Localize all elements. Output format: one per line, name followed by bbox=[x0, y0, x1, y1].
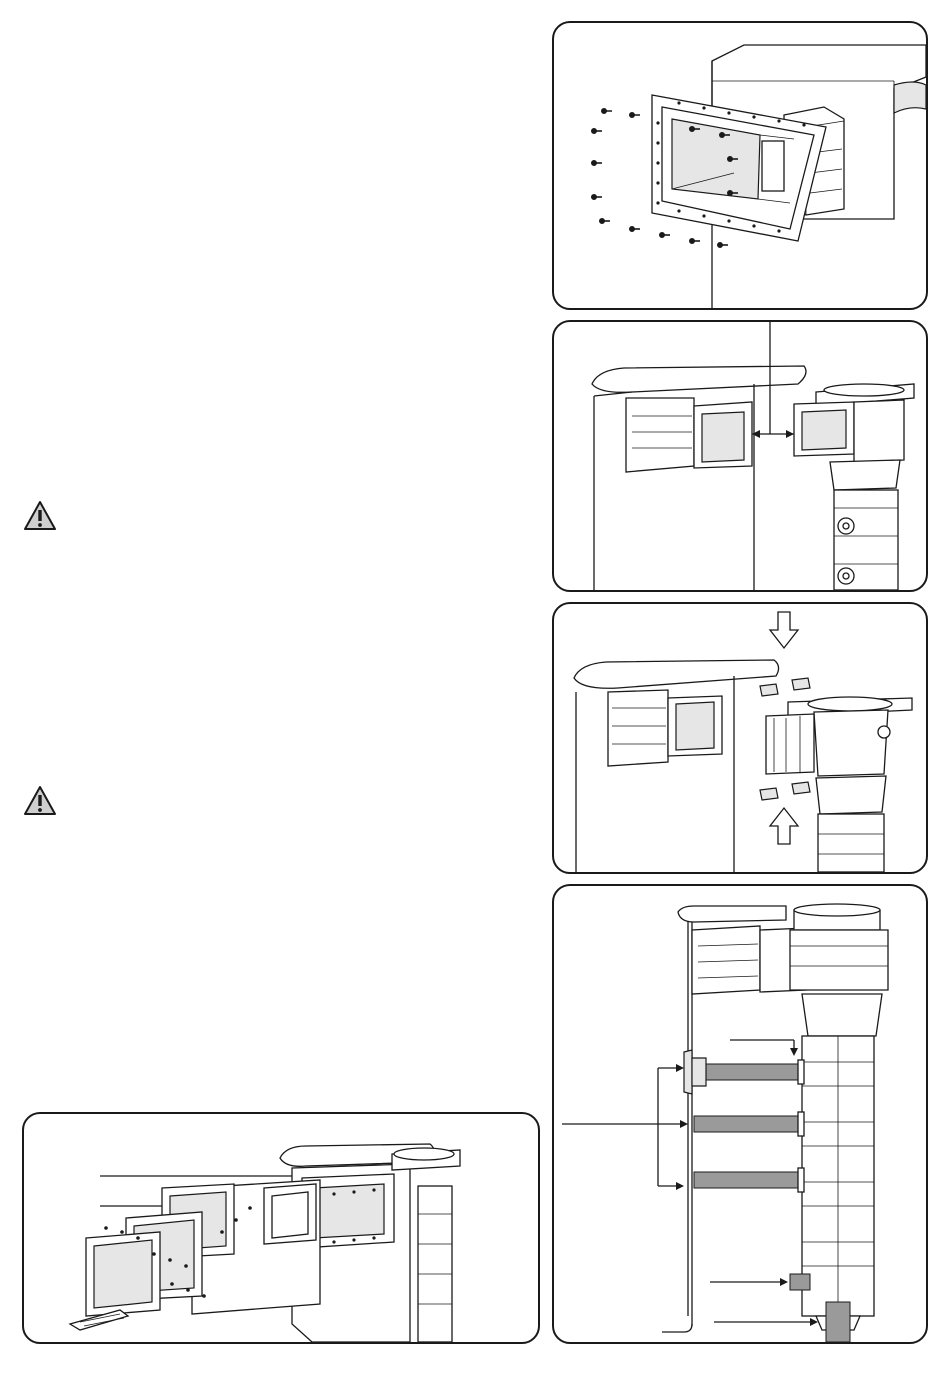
warning-icon bbox=[23, 500, 57, 532]
figure-liner-assembly-exploded bbox=[22, 1112, 540, 1344]
figure-faceplate-screws bbox=[552, 21, 928, 310]
figure-pipe-connections bbox=[552, 884, 928, 1344]
figure-body-alignment bbox=[552, 320, 928, 592]
warning-icon bbox=[23, 785, 57, 817]
figure-clamps-fitting bbox=[552, 602, 928, 874]
